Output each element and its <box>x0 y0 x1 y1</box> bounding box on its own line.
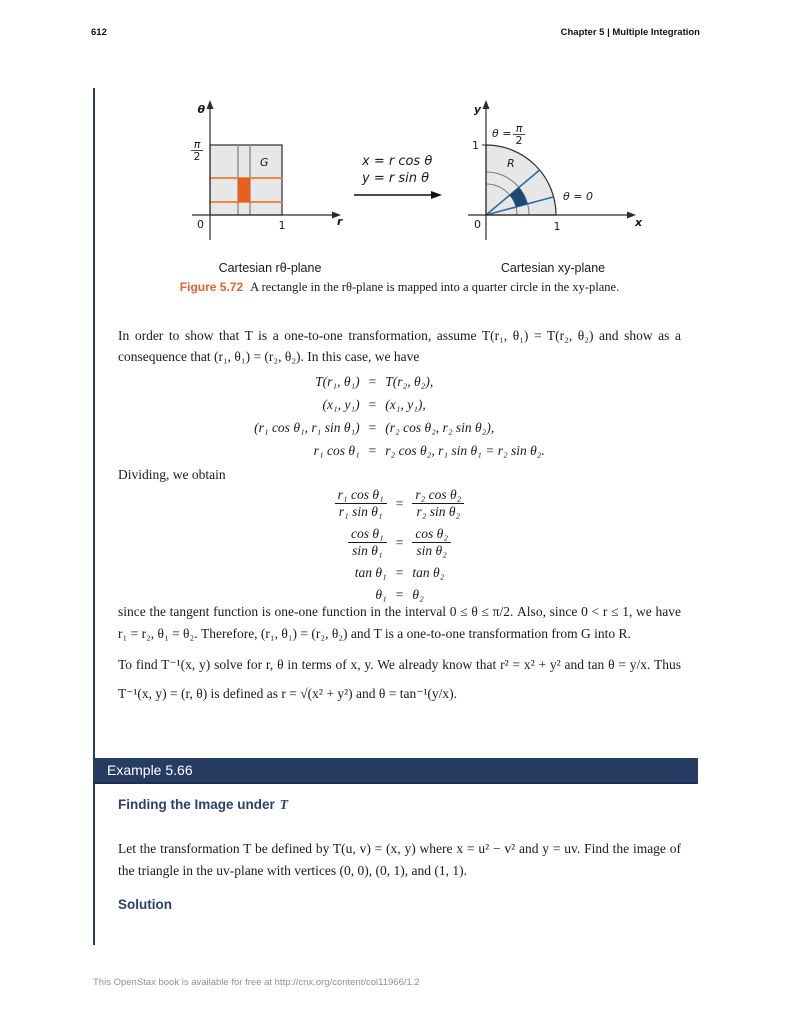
eq1-row1-rhs: T(r₂, θ₂), <box>385 374 434 389</box>
equals-sign: = <box>395 495 404 511</box>
transformation-equations <box>362 153 432 187</box>
eq2-row3-rhs: tan θ₂ <box>412 565 445 580</box>
section-left-rule <box>93 88 95 945</box>
example-body: Let the transformation T be defined by T(u, v) = (x, y) where x = u² − v² and y = uv. Find the image of the triangle in the uv-plane with vertices (0, 0), (0, 1), and (1, 1). <box>118 841 681 878</box>
y-axis-label: y <box>473 103 481 116</box>
paragraph-inverse-transformation: To find T⁻¹(x, y) solve for r, θ in terms of x, y. We already know that r² = x² + y² and tan θ = y/x. Thus T⁻¹(x, y) = (r, θ) is defined as r = √(x² + y²) and θ = tan⁻¹(y/x). <box>118 657 681 701</box>
theta-pi2-prefix: θ = <box>492 127 512 140</box>
figure-caption-text: A rectangle in the rθ-plane is mapped into a quarter circle in the xy-plane. <box>250 280 620 294</box>
example-title-text: Finding the Image under <box>118 797 275 812</box>
eq2-row2-rhs-fraction <box>412 526 464 559</box>
chapter-header: Chapter 5 | Multiple Integration <box>560 27 700 38</box>
map-eq-x: x = r cos θ <box>362 154 433 169</box>
r-axis-label: r <box>337 215 343 228</box>
origin-tick-label: 0 <box>197 218 204 231</box>
fraction-denominator: r₁ sin θ₁ <box>335 503 387 520</box>
theta-pi2-denominator: 2 <box>515 134 523 147</box>
right-diagram-caption: Cartesian xy-plane <box>500 261 606 275</box>
x-one-tick-label: 1 <box>553 220 561 233</box>
map-eq-y: y = r sin θ <box>362 171 430 186</box>
paragraph-dividing: Dividing, we obtain <box>118 467 226 482</box>
equals-sign: = <box>395 565 404 580</box>
paragraph-one-to-one: In order to show that T is a one-to-one transformation, assume T(r₁, θ₁) = T(r₂, θ₂) and show as a consequence that (r₁, θ₁) = (r₂, θ₂). In this case, we have <box>118 328 681 364</box>
eq1-row4-lhs: r₁ cos θ₁ <box>313 443 360 458</box>
xy-plane-diagram <box>455 95 655 253</box>
page-number: 612 <box>91 27 107 38</box>
pi-over-2-numerator: π <box>193 138 201 151</box>
fraction-numerator: cos θ₂ <box>415 526 449 541</box>
region-G-label: G <box>260 156 269 169</box>
y-axis-arrowhead <box>483 100 490 109</box>
example-title-math-T: T <box>279 797 289 812</box>
eq2-row1-rhs-fraction <box>412 487 464 520</box>
mapping-arrow-head <box>431 191 442 199</box>
equals-sign: = <box>395 587 404 602</box>
mapping-arrow <box>352 188 444 202</box>
eq2-row4-rhs: θ₂ <box>412 587 424 602</box>
rtheta-plane-diagram <box>148 95 348 253</box>
pi-over-2-denominator: 2 <box>193 150 201 163</box>
theta-zero-label: θ = 0 <box>563 190 593 203</box>
fraction-denominator: r₂ sin θ₂ <box>412 503 464 520</box>
theta-axis-label: θ <box>197 103 205 116</box>
fraction-numerator: cos θ₁ <box>350 526 384 541</box>
eq1-row2-rhs: (x₁, y₁), <box>385 397 426 412</box>
example-banner-label: Example 5.66 <box>107 762 193 778</box>
origin-tick-label: 0 <box>474 218 481 231</box>
theta-pi2-numerator: π <box>515 122 523 135</box>
fraction-numerator: r₂ cos θ₂ <box>415 487 462 502</box>
example-title <box>118 797 288 813</box>
fraction-denominator: sin θ₂ <box>412 542 451 559</box>
solution-heading: Solution <box>118 897 172 912</box>
theta-axis-arrowhead <box>207 100 214 109</box>
highlight-subrectangle <box>238 178 250 202</box>
eq1-row4-rhs: r₂ cos θ₂, r₁ sin θ₁ = r₂ sin θ₂. <box>385 443 545 458</box>
x-axis-label: x <box>635 216 643 229</box>
equals-sign: = <box>368 374 377 389</box>
equals-sign: = <box>368 397 377 412</box>
equation-block-2 <box>118 487 681 603</box>
figure-number: Figure 5.72 <box>179 280 244 294</box>
equals-sign: = <box>368 420 377 435</box>
left-diagram-caption: Cartesian rθ-plane <box>218 261 322 275</box>
eq2-row2-lhs-fraction <box>335 526 387 559</box>
eq1-row3-lhs: (r₁ cos θ₁, r₁ sin θ₁) <box>254 420 360 435</box>
equals-sign: = <box>368 443 377 458</box>
equals-sign: = <box>395 534 404 550</box>
y-one-tick-label: 1 <box>472 139 479 152</box>
fraction-denominator: sin θ₁ <box>348 542 387 559</box>
eq1-row2-lhs: (x₁, y₁) <box>322 397 360 412</box>
paragraph-tangent-interval: since the tangent function is one-one function in the interval 0 ≤ θ ≤ π/2. Also, since 0 < r ≤ 1, we have r₁ = r₂, θ₁ = θ₂. Therefore, (r₁, θ₁) = (r₂, θ₂) and T is a one-to-one transformation from G into R. <box>118 604 681 641</box>
eq2-row1-lhs-fraction <box>335 487 387 520</box>
eq2-row3-lhs: tan θ₁ <box>354 565 387 580</box>
fraction-numerator: r₁ cos θ₁ <box>337 487 384 502</box>
openstax-footer: This OpenStax book is available for free at http://cnx.org/content/col11966/1.2 <box>93 977 420 988</box>
eq2-row4-lhs: θ₁ <box>375 587 387 602</box>
eq1-row3-rhs: (r₂ cos θ₂, r₂ sin θ₂), <box>385 420 495 435</box>
eq1-row1-lhs: T(r₁, θ₁) <box>315 374 360 389</box>
figure-caption <box>118 280 681 295</box>
equation-block-1 <box>118 372 681 460</box>
r-one-tick-label: 1 <box>278 219 286 232</box>
region-R-label: R <box>507 157 515 170</box>
example-banner <box>93 758 698 784</box>
